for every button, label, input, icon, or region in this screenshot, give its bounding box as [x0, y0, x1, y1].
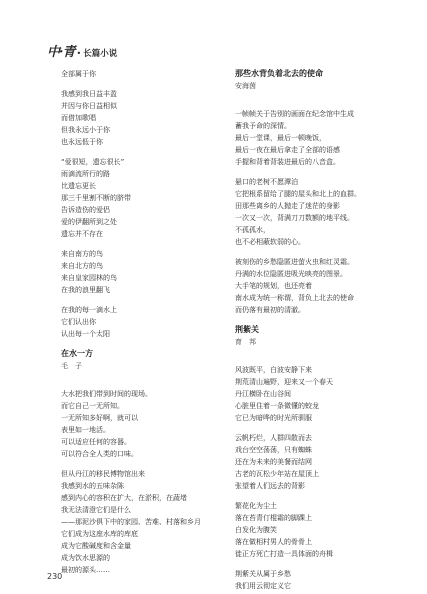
- stanza-gap: [61, 460, 226, 468]
- poem-line: 告诉造伤的爱侣: [61, 206, 110, 214]
- poem-line: 但我永远小于你: [61, 126, 110, 134]
- poem-gap: [61, 340, 226, 348]
- poem-line: 认出每一个太阳: [61, 330, 110, 338]
- poem-author: 育 邦: [235, 338, 256, 346]
- stanza-gap: [235, 248, 400, 256]
- poem-line: 来自南方的鸟: [61, 250, 103, 258]
- poem-line: 丹江横卧在山谷间: [235, 390, 291, 398]
- poem-line: 而它自己一无所知。: [61, 402, 124, 410]
- poem-line: 可以符合全人类的口味。: [61, 450, 138, 458]
- stanza-gap: [61, 296, 226, 304]
- stanza-gap: [235, 492, 400, 500]
- header-separator: •: [76, 49, 82, 58]
- poem-line: 戏台空空荡荡，只有蜘蛛: [235, 446, 312, 454]
- poem-line: 古老的瓦松少年站在屋顶上: [235, 470, 319, 478]
- stanza-gap: [235, 100, 400, 108]
- poem-line: 心脏里住着一条微懂的蛟龙: [235, 402, 319, 410]
- poem-line: 全部属于你: [61, 70, 96, 78]
- poem-line: 它们认出你: [61, 318, 96, 326]
- poem-line: 那三千里割不断的脐带: [61, 194, 131, 202]
- section-label: 长篇小说: [83, 49, 118, 59]
- poem-line: ——那泥沙俱下中的家园、苦难、村落和乡月: [61, 518, 201, 526]
- poem-line: 风波既平，白波安静下来: [235, 366, 312, 374]
- poem-line: 可以适应任何的容器。: [61, 438, 131, 446]
- poem-line: 张望着人们远去的背影: [235, 482, 305, 490]
- poem-line: 也永远低于你: [61, 138, 103, 146]
- stanza-gap: [235, 424, 400, 432]
- poem-line: 落在做相村男人的骨骨上: [235, 538, 312, 546]
- poem-line: 大水把我们带到时间的现场。: [61, 390, 152, 398]
- poem-line: 在我的浪里翻飞: [61, 286, 110, 294]
- poem-line: 田那些离乡的人抛走了迷茫的身影: [235, 202, 340, 210]
- poem-line: 成为它酸碱度和含金量: [61, 542, 131, 550]
- poem-line: 它把根系留给了腿的屋头和北上的血群。: [235, 190, 361, 198]
- poem-line: 来自北方的鸟: [61, 262, 103, 270]
- poem-line: 最后一夜在最后拿走了全部的语感: [235, 146, 340, 154]
- poem-line: 我们用云彻定义它: [235, 582, 291, 590]
- poem-line: 我感到水的五味杂陈: [61, 482, 124, 490]
- poem-line: 也不必相蔽软弱的心。: [235, 238, 305, 246]
- poem-title: 荆紫关: [235, 325, 259, 334]
- poem-line: 悬口的老树不愿潭泊: [235, 178, 298, 186]
- right-column: [235, 68, 400, 592]
- poem-title: 在水一方: [61, 349, 93, 358]
- poem-line: 落在苔青仃棍霜的脚踝上: [235, 514, 312, 522]
- poem-line: 荆紫关从属于乡愁: [235, 570, 291, 578]
- poem-line: 而仍落有最初的清澈。: [235, 306, 305, 314]
- stanza-gap: [235, 168, 400, 176]
- poem-line: 被刻伤的乡愁隐匿进萤火虫和红灵霜。: [235, 258, 354, 266]
- poem-line: 繁花化为尘土: [235, 502, 277, 510]
- stanza-gap: [235, 560, 400, 568]
- poem-line: 爱的伊翻所到之处: [61, 218, 117, 226]
- stanza-gap: [235, 356, 400, 364]
- poem-line: 手握和背着背装进最后的八音盒。: [235, 158, 340, 166]
- poem-line: 雨滴流所行的路: [61, 170, 110, 178]
- poem-line: 还在为未来的美餐而结网: [235, 458, 312, 466]
- stanza-gap: [61, 380, 226, 388]
- poem-line: 一次又一次，背满刀刀数额的地平线。: [235, 214, 354, 222]
- poem-line: 不孤孤水，: [235, 226, 270, 234]
- poem-line: 遗忘并不存在: [61, 230, 103, 238]
- running-header: [47, 41, 118, 60]
- poem-gap: [235, 316, 400, 324]
- left-column: [61, 68, 226, 576]
- poem-line: 比遗忘更长: [61, 182, 96, 190]
- poem-author: 安海茵: [235, 82, 256, 90]
- poem-title: 那些水背负着北去的使命: [235, 69, 323, 78]
- poem-line: 它已为暗哗的时光所驯服: [235, 414, 312, 422]
- stanza-gap: [61, 80, 226, 88]
- poem-line: 徙正方死亡打造一具体面的舟楫: [235, 550, 333, 558]
- poem-line: 成为饮水思源的: [61, 554, 110, 562]
- poem-line: 而借加歌唱: [61, 114, 96, 122]
- poem-line: 白发化为腹笑: [235, 526, 277, 534]
- poem-line: 并因与你日益相似: [61, 102, 117, 110]
- poem-line: 我感到我日益丰盈: [61, 90, 117, 98]
- poem-line: 大手笔的规划，也还亮着: [235, 282, 312, 290]
- magazine-logo: 中·青: [47, 45, 75, 60]
- page-number: 230: [47, 572, 63, 581]
- poem-line: 云帆朽烂，人群四散而去: [235, 434, 312, 442]
- poem-line: 一无所知多好啊，就可以: [61, 414, 138, 422]
- stanza-gap: [61, 240, 226, 248]
- poem-line: 来自皇家园林的鸟: [61, 274, 117, 282]
- poem-line: “爱很短，遗忘很长”: [61, 158, 125, 166]
- poem-line: 感到内心的容积在扩大，在淤积，在蔬堵: [61, 494, 187, 502]
- poem-line: 最后一堂课，最后一顿晚饭，: [235, 134, 326, 142]
- poem-line: 最初的源头……: [61, 566, 110, 574]
- poem-line: 它们成为这座水库的库底: [61, 530, 138, 538]
- poem-line: 表里如一地活。: [61, 426, 110, 434]
- poem-line: 荆荒清山遍野，迎来又一个春天: [235, 378, 333, 386]
- poem-line: 我无法清澄它们是什么: [61, 506, 131, 514]
- poem-line: 南水成为统一称谓，背负上北去的使命: [235, 294, 354, 302]
- poem-line: 但从丹江的移民博物馆出来: [61, 470, 145, 478]
- poem-line: 一帧帧关于告别的画面在纪念馆中生成: [235, 110, 354, 118]
- poem-author: 毛 子: [61, 362, 82, 370]
- poem-line: 在我的每一滴水上: [61, 306, 117, 314]
- poem-line: 蓄我予命的深情。: [235, 122, 291, 130]
- poem-line: 丹满的水位隐匿进吸光映亮的图景。: [235, 270, 347, 278]
- stanza-gap: [61, 148, 226, 156]
